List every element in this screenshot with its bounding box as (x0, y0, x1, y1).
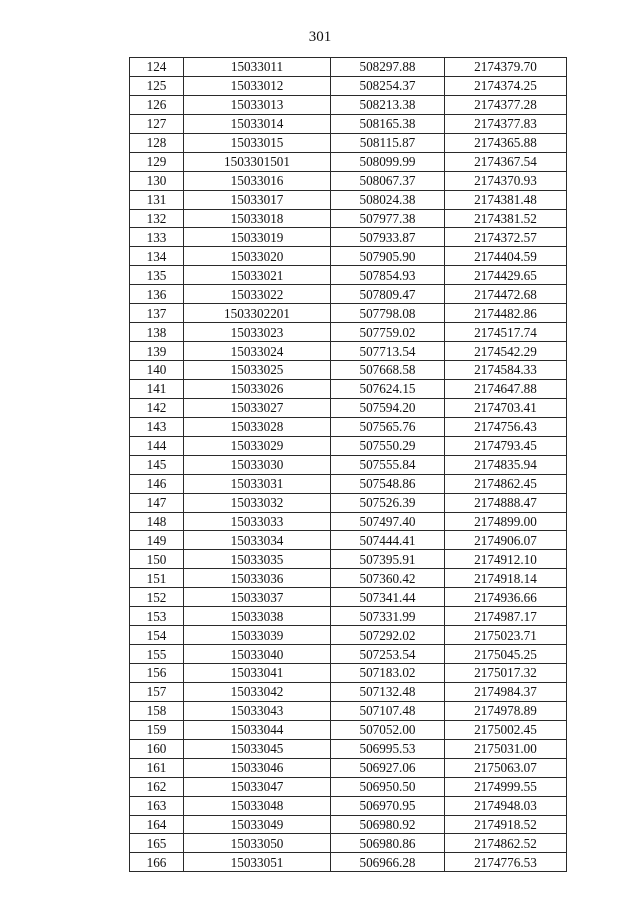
row-number-cell: 127 (130, 114, 184, 133)
table-row (130, 739, 567, 758)
y-coordinate-cell: 2174379.70 (445, 58, 567, 77)
y-coordinate-cell: 2174987.17 (445, 607, 567, 626)
page-number: 301 (308, 29, 332, 45)
point-id-cell: 15033039 (184, 626, 331, 645)
row-number-cell: 165 (130, 834, 184, 853)
point-id-cell: 15033022 (184, 285, 331, 304)
table-row (130, 626, 567, 645)
row-number-cell: 149 (130, 531, 184, 550)
x-coordinate-cell: 507253.54 (331, 645, 445, 664)
x-coordinate-cell: 506980.92 (331, 815, 445, 834)
row-number-cell: 156 (130, 664, 184, 683)
y-coordinate-cell: 2174542.29 (445, 342, 567, 361)
table-row (130, 607, 567, 626)
point-id-cell: 15033036 (184, 569, 331, 588)
point-id-cell: 15033037 (184, 588, 331, 607)
y-coordinate-cell: 2174888.47 (445, 493, 567, 512)
point-id-cell: 15033043 (184, 701, 331, 720)
row-number-cell: 129 (130, 152, 184, 171)
y-coordinate-cell: 2174370.93 (445, 171, 567, 190)
y-coordinate-cell: 2174918.52 (445, 815, 567, 834)
x-coordinate-cell: 507713.54 (331, 342, 445, 361)
point-id-cell: 15033012 (184, 76, 331, 95)
point-id-cell: 15033040 (184, 645, 331, 664)
point-id-cell: 15033041 (184, 664, 331, 683)
row-number-cell: 143 (130, 417, 184, 436)
row-number-cell: 128 (130, 133, 184, 152)
point-id-cell: 15033048 (184, 796, 331, 815)
x-coordinate-cell: 507292.02 (331, 626, 445, 645)
point-id-cell: 15033042 (184, 682, 331, 701)
row-number-cell: 132 (130, 209, 184, 228)
x-coordinate-cell: 506966.28 (331, 853, 445, 872)
y-coordinate-cell: 2175023.71 (445, 626, 567, 645)
x-coordinate-cell: 507444.41 (331, 531, 445, 550)
y-coordinate-cell: 2175045.25 (445, 645, 567, 664)
point-id-cell: 15033013 (184, 95, 331, 114)
coordinates-table-body (130, 58, 567, 872)
y-coordinate-cell: 2174835.94 (445, 455, 567, 474)
table-row (130, 304, 567, 323)
point-id-cell: 15033033 (184, 512, 331, 531)
row-number-cell: 155 (130, 645, 184, 664)
point-id-cell: 15033030 (184, 455, 331, 474)
row-number-cell: 166 (130, 853, 184, 872)
y-coordinate-cell: 2174862.52 (445, 834, 567, 853)
table-row (130, 76, 567, 95)
point-id-cell: 15033014 (184, 114, 331, 133)
row-number-cell: 124 (130, 58, 184, 77)
coordinates-table (129, 57, 567, 872)
table-row (130, 474, 567, 493)
x-coordinate-cell: 507798.08 (331, 304, 445, 323)
point-id-cell: 15033044 (184, 720, 331, 739)
row-number-cell: 141 (130, 379, 184, 398)
point-id-cell: 15033027 (184, 398, 331, 417)
table-row (130, 379, 567, 398)
row-number-cell: 153 (130, 607, 184, 626)
x-coordinate-cell: 506927.06 (331, 758, 445, 777)
x-coordinate-cell: 507933.87 (331, 228, 445, 247)
point-id-cell: 15033038 (184, 607, 331, 626)
x-coordinate-cell: 508254.37 (331, 76, 445, 95)
point-id-cell: 15033050 (184, 834, 331, 853)
row-number-cell: 142 (130, 398, 184, 417)
row-number-cell: 126 (130, 95, 184, 114)
row-number-cell: 136 (130, 285, 184, 304)
y-coordinate-cell: 2174918.14 (445, 569, 567, 588)
x-coordinate-cell: 507809.47 (331, 285, 445, 304)
x-coordinate-cell: 508024.38 (331, 190, 445, 209)
row-number-cell: 130 (130, 171, 184, 190)
row-number-cell: 131 (130, 190, 184, 209)
y-coordinate-cell: 2174756.43 (445, 417, 567, 436)
table-row (130, 417, 567, 436)
point-id-cell: 15033024 (184, 342, 331, 361)
y-coordinate-cell: 2174367.54 (445, 152, 567, 171)
y-coordinate-cell: 2174404.59 (445, 247, 567, 266)
table-row (130, 455, 567, 474)
row-number-cell: 137 (130, 304, 184, 323)
x-coordinate-cell: 508297.88 (331, 58, 445, 77)
point-id-cell: 15033026 (184, 379, 331, 398)
row-number-cell: 133 (130, 228, 184, 247)
x-coordinate-cell: 507624.15 (331, 379, 445, 398)
point-id-cell: 15033019 (184, 228, 331, 247)
x-coordinate-cell: 507132.48 (331, 682, 445, 701)
table-row (130, 209, 567, 228)
y-coordinate-cell: 2174372.57 (445, 228, 567, 247)
table-row (130, 664, 567, 683)
row-number-cell: 146 (130, 474, 184, 493)
x-coordinate-cell: 507854.93 (331, 266, 445, 285)
table-row (130, 114, 567, 133)
x-coordinate-cell: 506950.50 (331, 777, 445, 796)
table-row (130, 133, 567, 152)
table-row (130, 588, 567, 607)
x-coordinate-cell: 507550.29 (331, 436, 445, 455)
point-id-cell: 15033029 (184, 436, 331, 455)
point-id-cell: 1503302201 (184, 304, 331, 323)
y-coordinate-cell: 2174647.88 (445, 379, 567, 398)
point-id-cell: 15033049 (184, 815, 331, 834)
y-coordinate-cell: 2174584.33 (445, 361, 567, 380)
table-row (130, 361, 567, 380)
table-row (130, 190, 567, 209)
x-coordinate-cell: 507331.99 (331, 607, 445, 626)
x-coordinate-cell: 507395.91 (331, 550, 445, 569)
x-coordinate-cell: 507977.38 (331, 209, 445, 228)
table-row (130, 682, 567, 701)
y-coordinate-cell: 2174472.68 (445, 285, 567, 304)
table-row (130, 247, 567, 266)
y-coordinate-cell: 2174899.00 (445, 512, 567, 531)
x-coordinate-cell: 507360.42 (331, 569, 445, 588)
table-row (130, 815, 567, 834)
point-id-cell: 15033045 (184, 739, 331, 758)
table-row (130, 796, 567, 815)
table-row (130, 701, 567, 720)
point-id-cell: 15033047 (184, 777, 331, 796)
point-id-cell: 15033031 (184, 474, 331, 493)
table-row (130, 777, 567, 796)
row-number-cell: 147 (130, 493, 184, 512)
y-coordinate-cell: 2175063.07 (445, 758, 567, 777)
table-row (130, 152, 567, 171)
point-id-cell: 15033016 (184, 171, 331, 190)
point-id-cell: 15033034 (184, 531, 331, 550)
table-row (130, 436, 567, 455)
table-row (130, 758, 567, 777)
y-coordinate-cell: 2174978.89 (445, 701, 567, 720)
table-row (130, 550, 567, 569)
y-coordinate-cell: 2174482.86 (445, 304, 567, 323)
x-coordinate-cell: 507107.48 (331, 701, 445, 720)
row-number-cell: 148 (130, 512, 184, 531)
x-coordinate-cell: 508099.99 (331, 152, 445, 171)
y-coordinate-cell: 2174377.28 (445, 95, 567, 114)
row-number-cell: 158 (130, 701, 184, 720)
row-number-cell: 164 (130, 815, 184, 834)
x-coordinate-cell: 507052.00 (331, 720, 445, 739)
point-id-cell: 15033020 (184, 247, 331, 266)
x-coordinate-cell: 506980.86 (331, 834, 445, 853)
x-coordinate-cell: 506970.95 (331, 796, 445, 815)
y-coordinate-cell: 2175031.00 (445, 739, 567, 758)
table-row (130, 266, 567, 285)
x-coordinate-cell: 506995.53 (331, 739, 445, 758)
x-coordinate-cell: 507905.90 (331, 247, 445, 266)
x-coordinate-cell: 508213.38 (331, 95, 445, 114)
table-row (130, 398, 567, 417)
x-coordinate-cell: 507759.02 (331, 323, 445, 342)
y-coordinate-cell: 2174906.07 (445, 531, 567, 550)
x-coordinate-cell: 507594.20 (331, 398, 445, 417)
row-number-cell: 159 (130, 720, 184, 739)
x-coordinate-cell: 507341.44 (331, 588, 445, 607)
point-id-cell: 15033035 (184, 550, 331, 569)
table-row (130, 720, 567, 739)
point-id-cell: 15033018 (184, 209, 331, 228)
table-row (130, 853, 567, 872)
row-number-cell: 162 (130, 777, 184, 796)
row-number-cell: 157 (130, 682, 184, 701)
row-number-cell: 139 (130, 342, 184, 361)
row-number-cell: 160 (130, 739, 184, 758)
y-coordinate-cell: 2174936.66 (445, 588, 567, 607)
y-coordinate-cell: 2174365.88 (445, 133, 567, 152)
table-row (130, 512, 567, 531)
x-coordinate-cell: 507668.58 (331, 361, 445, 380)
y-coordinate-cell: 2174381.48 (445, 190, 567, 209)
y-coordinate-cell: 2174776.53 (445, 853, 567, 872)
x-coordinate-cell: 507183.02 (331, 664, 445, 683)
y-coordinate-cell: 2174862.45 (445, 474, 567, 493)
point-id-cell: 15033051 (184, 853, 331, 872)
x-coordinate-cell: 507555.84 (331, 455, 445, 474)
point-id-cell: 15033021 (184, 266, 331, 285)
row-number-cell: 161 (130, 758, 184, 777)
point-id-cell: 1503301501 (184, 152, 331, 171)
x-coordinate-cell: 507526.39 (331, 493, 445, 512)
row-number-cell: 152 (130, 588, 184, 607)
row-number-cell: 145 (130, 455, 184, 474)
table-row (130, 531, 567, 550)
table-row (130, 171, 567, 190)
table-row (130, 95, 567, 114)
point-id-cell: 15033025 (184, 361, 331, 380)
y-coordinate-cell: 2175002.45 (445, 720, 567, 739)
y-coordinate-cell: 2174912.10 (445, 550, 567, 569)
row-number-cell: 125 (130, 76, 184, 95)
point-id-cell: 15033028 (184, 417, 331, 436)
row-number-cell: 135 (130, 266, 184, 285)
table-row (130, 228, 567, 247)
row-number-cell: 151 (130, 569, 184, 588)
point-id-cell: 15033015 (184, 133, 331, 152)
table-row (130, 569, 567, 588)
point-id-cell: 15033023 (184, 323, 331, 342)
table-row (130, 323, 567, 342)
y-coordinate-cell: 2174984.37 (445, 682, 567, 701)
x-coordinate-cell: 507497.40 (331, 512, 445, 531)
y-coordinate-cell: 2175017.32 (445, 664, 567, 683)
table-row (130, 834, 567, 853)
x-coordinate-cell: 508067.37 (331, 171, 445, 190)
y-coordinate-cell: 2174429.65 (445, 266, 567, 285)
y-coordinate-cell: 2174377.83 (445, 114, 567, 133)
x-coordinate-cell: 507565.76 (331, 417, 445, 436)
table-row (130, 493, 567, 512)
row-number-cell: 154 (130, 626, 184, 645)
row-number-cell: 140 (130, 361, 184, 380)
y-coordinate-cell: 2174381.52 (445, 209, 567, 228)
y-coordinate-cell: 2174948.03 (445, 796, 567, 815)
table-row (130, 285, 567, 304)
row-number-cell: 134 (130, 247, 184, 266)
point-id-cell: 15033017 (184, 190, 331, 209)
y-coordinate-cell: 2174374.25 (445, 76, 567, 95)
x-coordinate-cell: 508115.87 (331, 133, 445, 152)
y-coordinate-cell: 2174999.55 (445, 777, 567, 796)
table-row (130, 342, 567, 361)
row-number-cell: 144 (130, 436, 184, 455)
y-coordinate-cell: 2174703.41 (445, 398, 567, 417)
row-number-cell: 163 (130, 796, 184, 815)
x-coordinate-cell: 507548.86 (331, 474, 445, 493)
y-coordinate-cell: 2174517.74 (445, 323, 567, 342)
x-coordinate-cell: 508165.38 (331, 114, 445, 133)
point-id-cell: 15033011 (184, 58, 331, 77)
table-row (130, 58, 567, 77)
point-id-cell: 15033032 (184, 493, 331, 512)
row-number-cell: 150 (130, 550, 184, 569)
table-row (130, 645, 567, 664)
point-id-cell: 15033046 (184, 758, 331, 777)
y-coordinate-cell: 2174793.45 (445, 436, 567, 455)
row-number-cell: 138 (130, 323, 184, 342)
